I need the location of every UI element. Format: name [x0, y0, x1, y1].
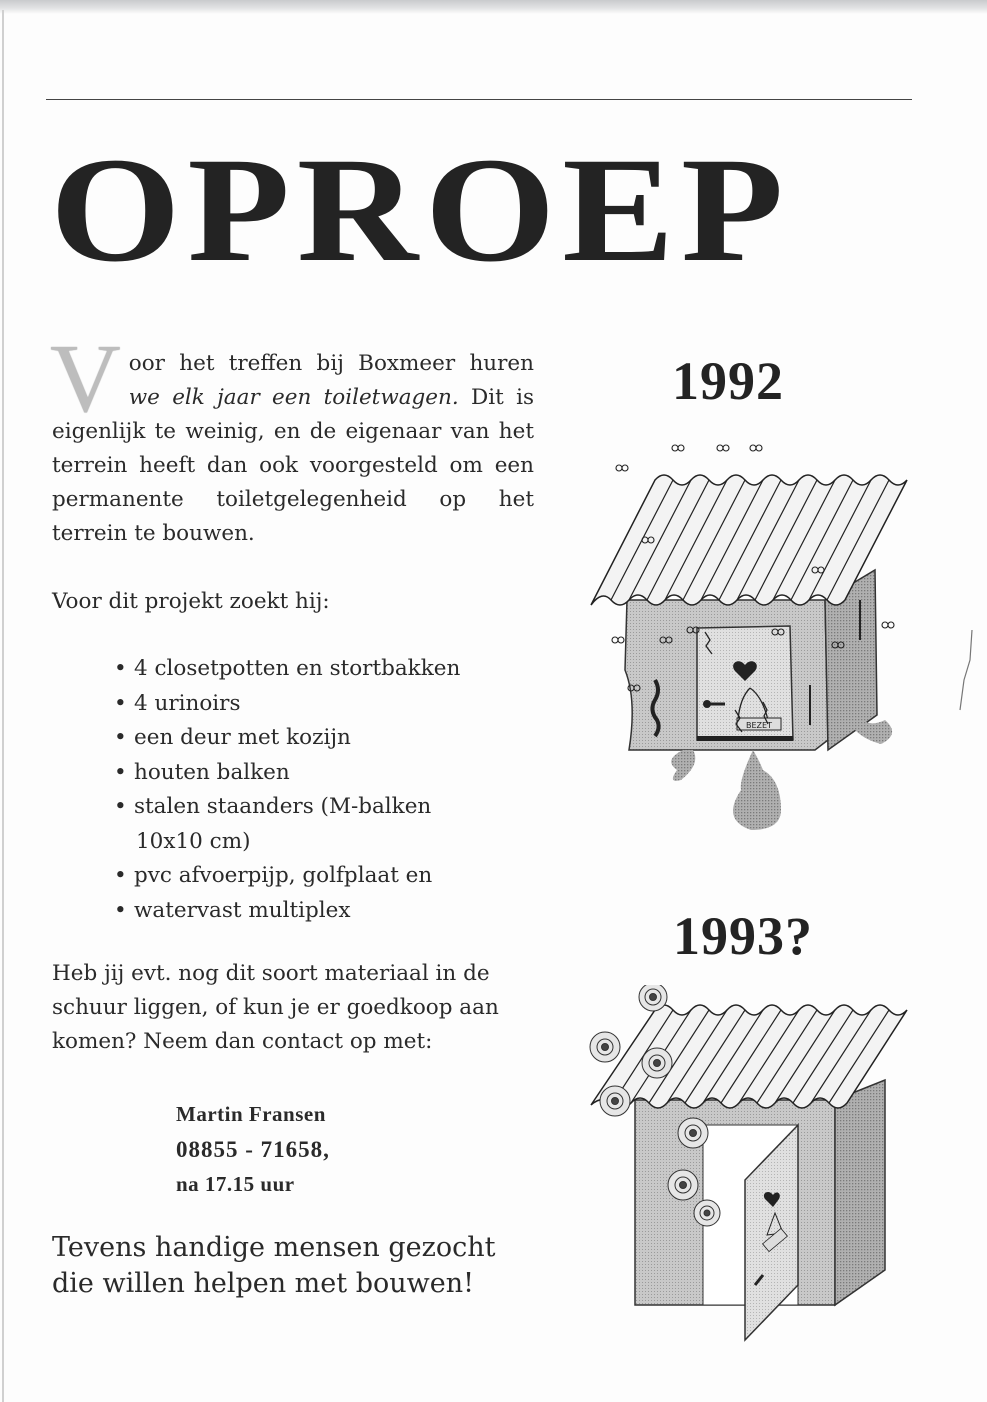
intro-paragraph	[50, 325, 534, 551]
list-item	[114, 756, 460, 791]
list-item-text: een deur met kozijn	[134, 725, 351, 750]
side-wall	[835, 1080, 885, 1305]
list-item	[114, 721, 460, 756]
margin-pencil-mark	[950, 620, 980, 720]
closing-text: Tevens handige mensen gezocht die willen helpen met bouwen!	[52, 1232, 496, 1299]
list-intro: Voor dit projekt zoekt hij:	[52, 589, 330, 614]
question-paragraph: Heb jij evt. nog dit soort materiaal in de schuur liggen, of kun je er goedkoop aan komen? Neem dan contact op met:	[52, 961, 499, 1054]
list-item-text: 4 closetpotten en stortbakken	[134, 656, 461, 681]
list-item	[114, 790, 460, 859]
list-item	[114, 652, 460, 687]
dirty-outhouse-illustration	[585, 440, 925, 850]
year-heading-1993: 1993?	[673, 906, 813, 966]
intro-first-line: oor het treffen bij Boxmeer huren	[128, 351, 534, 376]
list-item-text: houten balken	[134, 759, 290, 785]
list-item-text: 4 urinoirs	[134, 690, 241, 716]
list-item	[114, 687, 460, 722]
materials-list	[114, 652, 460, 928]
scan-top-edge	[0, 0, 987, 14]
page-title: OPROEP	[50, 127, 791, 293]
list-item	[114, 859, 460, 894]
list-item-text: pvc afvoerpijp, golfplaat en	[134, 863, 433, 888]
list-item-continuation: 10x10 cm)	[136, 828, 251, 854]
list-item-text: stalen staanders (M-balken	[134, 794, 432, 819]
contact-time: na 17.15 uur	[176, 1172, 295, 1196]
year-heading-1992: 1992	[672, 351, 784, 411]
list-item-text: watervast multiplex	[134, 897, 351, 923]
door-threshold	[697, 736, 793, 741]
intro-rest: Dit is eigenlijk te weinig, en de eigenaar van het terrein heeft dan ook voorgesteld om een permanente toiletgelegenheid op het terrein te bouwen.	[52, 385, 534, 546]
scan-left-edge	[2, 10, 4, 1402]
contact-block	[176, 1097, 330, 1202]
contact-phone: 08855 - 71658,	[176, 1137, 330, 1162]
puddle	[733, 750, 781, 830]
contact-name: Martin Fransen	[176, 1102, 326, 1126]
list-item	[114, 894, 460, 929]
intro-italic: we elk jaar een toiletwagen.	[128, 385, 459, 410]
occupied-sign-label: BEZET	[746, 721, 772, 730]
flowered-outhouse-illustration	[585, 985, 925, 1345]
drop-cap: V	[50, 325, 121, 433]
puddle	[671, 750, 695, 781]
header-rule	[46, 99, 912, 100]
